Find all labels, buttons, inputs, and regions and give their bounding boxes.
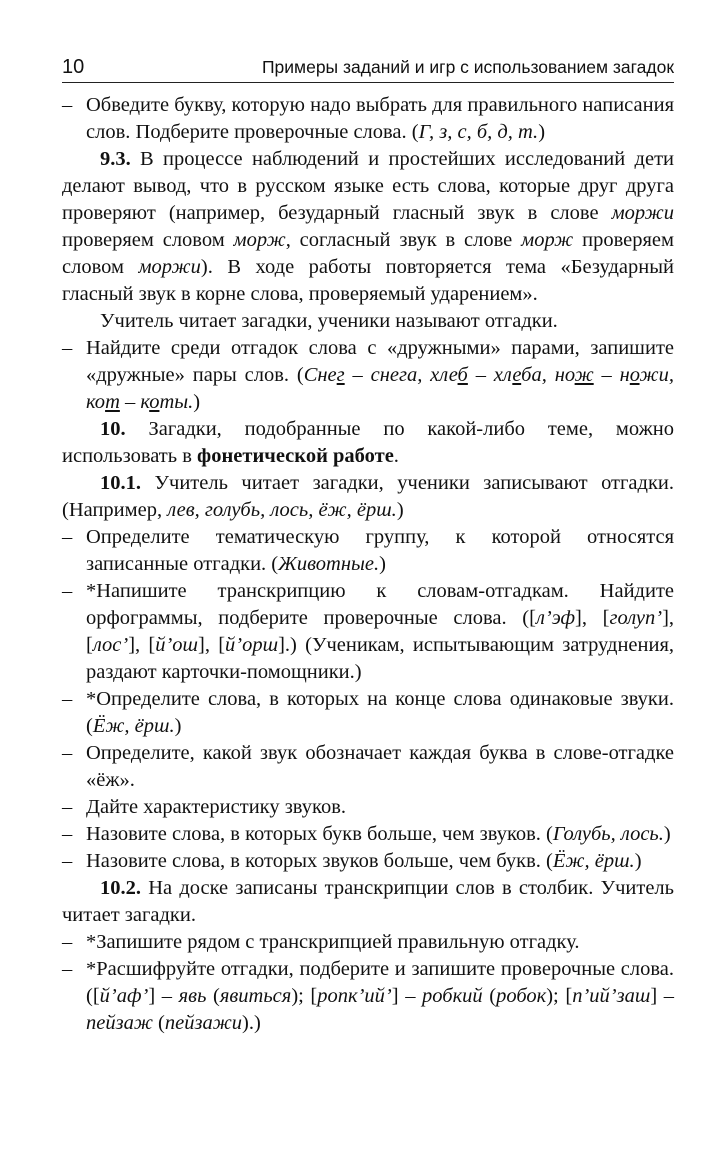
dash: – (62, 742, 73, 764)
paragraph-9-3: 9.3. В процессе наблюдений и простейших исследований дети делают вывод, что в русском языке есть слова, которые друг друга проверяют (например, безударный гласный звук в слове моржи проверяем словом морж, согласный звук в слове морж проверяем словом моржи). В ходе работы повторяется тема «Безударный гласный звук в корне слова, проверяемый ударением». (62, 148, 674, 305)
dash: – (62, 850, 73, 872)
task-item: – Определите, какой звук обозначает каждая буква в слове-отгадке «ёж». (62, 740, 674, 794)
paragraph-10-1: 10.1. Учитель читает загадки, ученики записывают отгадки. (Например, лев, голубь, лось, ёж, ёрш.) (62, 472, 674, 521)
section-number: 10. (100, 418, 126, 440)
dash: – (62, 931, 73, 953)
dash: – (62, 688, 73, 710)
dash: – (62, 526, 73, 548)
dash: – (62, 958, 73, 980)
task-item: – Назовите слова, в которых звуков больше, чем букв. (Ёж, ёрш.) (62, 848, 674, 875)
running-title: Примеры заданий и игр с использованием загадок (261, 57, 674, 77)
page-number: 10 (62, 56, 85, 78)
task-item: – Найдите среди отгадок слова с «дружными» парами, запишите «дружные» пары слов. (Снег – снега, хлеб – хлеба, нож – ножи, кот – коты.) (62, 335, 674, 416)
section-number: 9.3. (100, 148, 131, 170)
task-item: – Дайте характеристику звуков. (62, 794, 674, 821)
section-number: 10.2. (100, 877, 141, 899)
dash: – (62, 94, 73, 116)
dash: – (62, 337, 73, 359)
task-item: – *Расшифруйте отгадки, подберите и запишите проверочные слова. ([й’аф’] – явь (явиться); [ропк’ий’] – робкий (робок); [п’ий’заш] – пейзаж (пейзажи).) (62, 956, 674, 1037)
dash: – (62, 580, 73, 602)
task-item: – Определите тематическую группу, к которой относятся записанные отгадки. (Животные.) (62, 524, 674, 578)
dash: – (62, 796, 73, 818)
page-header (62, 54, 674, 83)
paragraph-teacher-reads: Учитель читает загадки, ученики называют отгадки. (100, 310, 558, 332)
paragraph-10-2: 10.2. На доске записаны транскрипции слов в столбик. Учитель читает загадки. (62, 877, 674, 926)
task-item: – *Напишите транскрипцию к словам-отгадкам. Найдите орфограммы, подберите проверочные слова. ([л’эф], [голуп’], [лос’], [й’ош], [й’орш].) (Ученикам, испытывающим затруднения, раздают карточки-помощники.) (62, 578, 674, 686)
paragraph-10: 10. Загадки, подобранные по какой-либо теме, можно использовать в фонетической работе. (62, 418, 674, 467)
task-item: – Назовите слова, в которых букв больше, чем звуков. (Голубь, лось.) (62, 821, 674, 848)
page-body (62, 92, 674, 1037)
task-item: – *Запишите рядом с транскрипцией правильную отгадку. (62, 929, 674, 956)
task-item: – *Определите слова, в которых на конце слова одинаковые звуки. (Ёж, ёрш.) (62, 686, 674, 740)
task-item: – Обведите букву, которую надо выбрать для правильного написания слов. Подберите проверочные слова. (Г, з, с, б, д, т.) (62, 92, 674, 146)
dash: – (62, 823, 73, 845)
section-number: 10.1. (100, 472, 141, 494)
